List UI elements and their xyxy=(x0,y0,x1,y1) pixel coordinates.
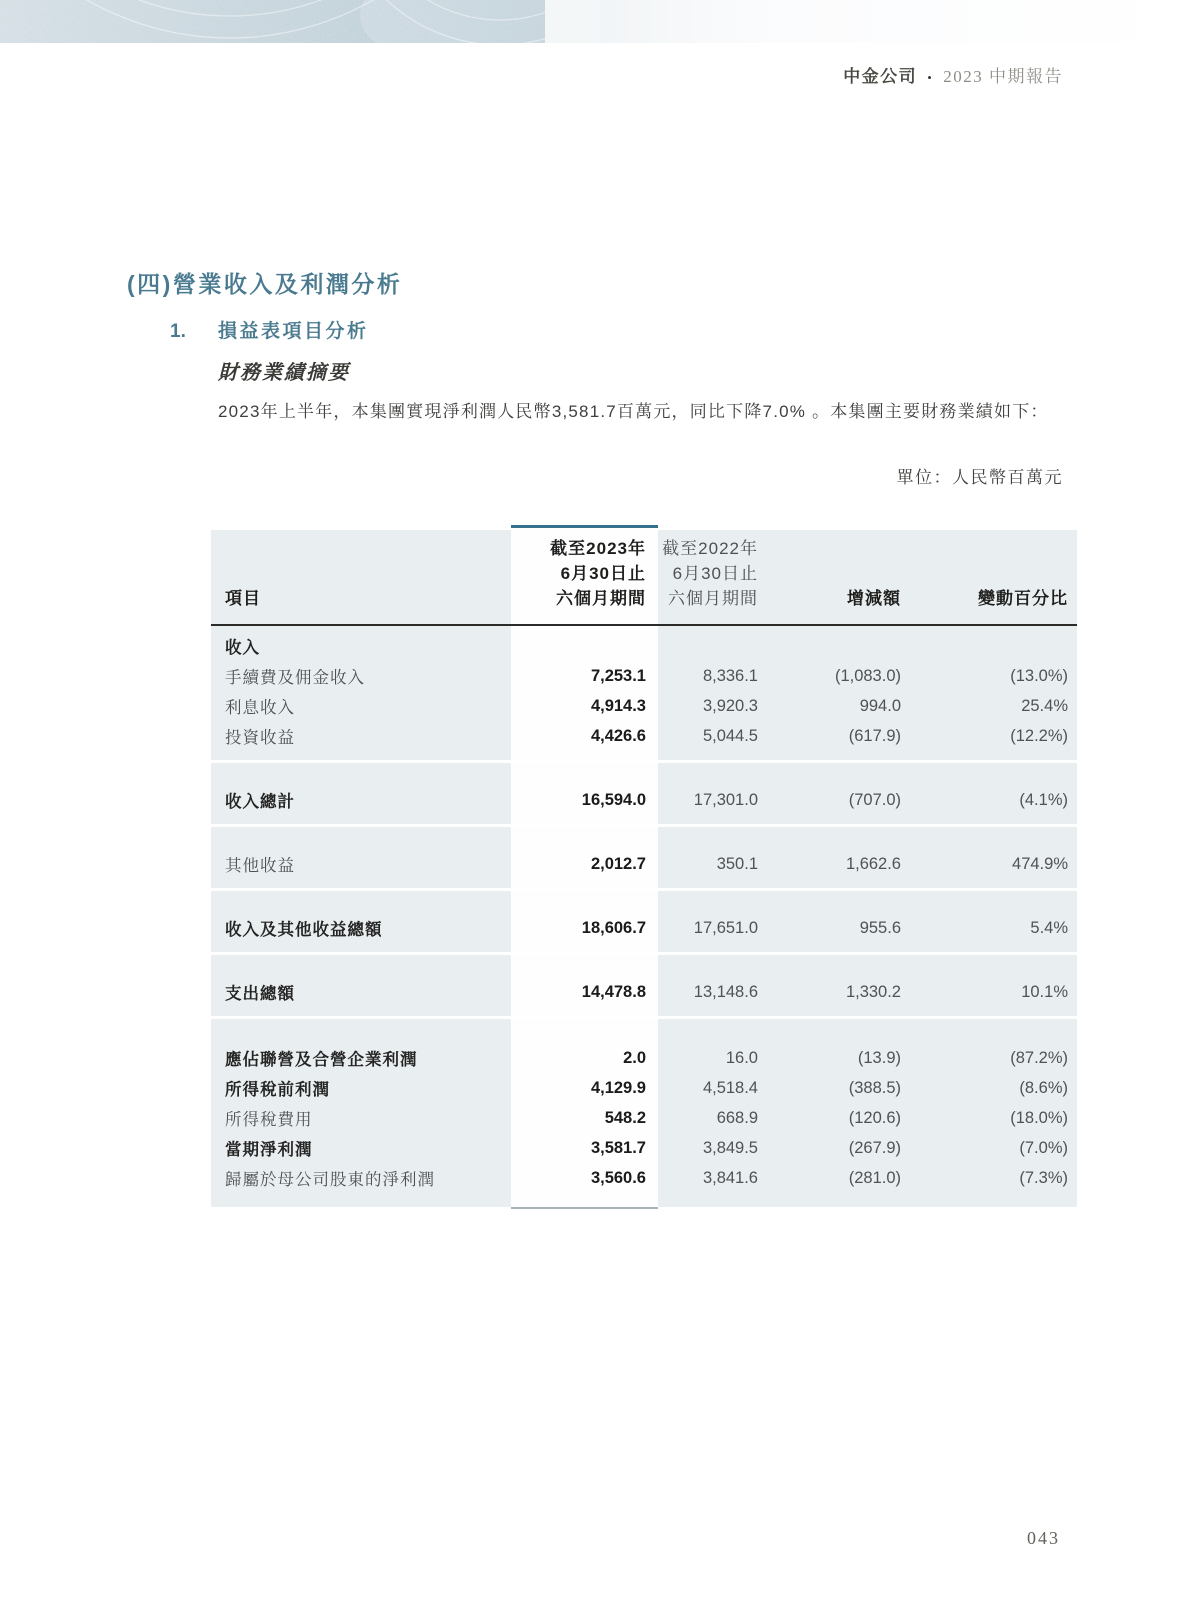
summary-title: 財務業績摘要 xyxy=(218,362,350,384)
subsection-number: 1. xyxy=(170,321,186,342)
separator-dot-icon: • xyxy=(927,70,934,85)
unit-note: 單位：人民幣百萬元 xyxy=(896,468,1063,487)
value-pct: (7.0%) xyxy=(1019,1138,1068,1157)
table-header xyxy=(211,530,1077,626)
value-2023: 4,914.3 xyxy=(590,696,646,715)
value-2022: 3,849.5 xyxy=(702,1138,758,1157)
value-2023: 3,560.6 xyxy=(590,1168,646,1187)
value-2023: 4,129.9 xyxy=(590,1078,646,1097)
value-pct: (18.0%) xyxy=(1010,1108,1068,1127)
value-2022: 3,841.6 xyxy=(702,1168,758,1187)
table-row xyxy=(211,1163,1077,1193)
value-change: (281.0) xyxy=(848,1168,901,1187)
value-change: (120.6) xyxy=(848,1108,901,1127)
row-label: 手續費及佣金收入 xyxy=(225,669,365,687)
row-label: 其他收益 xyxy=(225,857,295,875)
table-section xyxy=(211,824,1077,888)
table-row xyxy=(211,913,1077,943)
value-pct: 25.4% xyxy=(1021,696,1068,715)
value-change: 955.6 xyxy=(859,918,901,937)
table-row xyxy=(211,661,1077,691)
table-body xyxy=(211,626,1077,1207)
value-change: (267.9) xyxy=(848,1138,901,1157)
decorative-band xyxy=(0,0,600,43)
table-header-item: 項目 xyxy=(225,589,261,608)
value-2023: 2.0 xyxy=(623,1048,646,1067)
table-section xyxy=(211,1016,1077,1207)
table-section xyxy=(211,760,1077,824)
value-2022: 17,301.0 xyxy=(693,790,758,809)
table-section xyxy=(211,952,1077,1016)
row-label: 收入及其他收益總額 xyxy=(225,921,383,939)
value-2022: 4,518.4 xyxy=(702,1078,758,1097)
table-header-change: 增減額 xyxy=(847,589,901,608)
value-pct: (12.2%) xyxy=(1010,726,1068,745)
page-number: 043 xyxy=(1027,1528,1060,1548)
table-row xyxy=(211,1133,1077,1163)
value-change: 1,662.6 xyxy=(845,854,901,873)
row-label: 收入 xyxy=(225,639,260,657)
row-label: 利息收入 xyxy=(225,699,295,717)
table-row xyxy=(211,631,1077,661)
table-row xyxy=(211,977,1077,1007)
value-2022: 13,148.6 xyxy=(693,982,758,1001)
value-2023: 14,478.8 xyxy=(581,982,646,1001)
row-label: 歸屬於母公司股東的淨利潤 xyxy=(225,1171,435,1189)
value-pct: (4.1%) xyxy=(1019,790,1068,809)
value-change: (707.0) xyxy=(848,790,901,809)
value-change: 1,330.2 xyxy=(845,982,901,1001)
value-2022: 17,651.0 xyxy=(693,918,758,937)
table-header-pct: 變動百分比 xyxy=(978,589,1068,608)
table-row xyxy=(211,849,1077,879)
row-label: 投資收益 xyxy=(225,729,295,747)
row-label: 收入總計 xyxy=(225,793,295,811)
subsection-title: 損益表項目分析 xyxy=(218,321,369,342)
value-2022: 668.9 xyxy=(716,1108,758,1127)
value-pct: (7.3%) xyxy=(1019,1168,1068,1187)
value-pct: (13.0%) xyxy=(1010,666,1068,685)
value-change: (388.5) xyxy=(848,1078,901,1097)
value-pct: (87.2%) xyxy=(1010,1048,1068,1067)
report-title: 2023 中期報告 xyxy=(943,67,1063,86)
band-right-fade xyxy=(600,0,1190,43)
value-2023: 7,253.1 xyxy=(590,666,646,685)
value-pct: (8.6%) xyxy=(1019,1078,1068,1097)
subsection-heading xyxy=(170,316,369,343)
row-label: 當期淨利潤 xyxy=(225,1141,313,1159)
value-change: (1,083.0) xyxy=(834,666,901,685)
value-2022: 3,920.3 xyxy=(702,696,758,715)
table-row xyxy=(211,1043,1077,1073)
running-header xyxy=(843,62,1063,87)
value-2022: 350.1 xyxy=(716,854,758,873)
company-name: 中金公司 xyxy=(843,67,918,86)
table-row xyxy=(211,691,1077,721)
section-heading: (四)營業收入及利潤分析 xyxy=(127,271,403,297)
row-label: 所得稅費用 xyxy=(225,1111,313,1129)
table-header-2022: 截至2022年 6月30日止 六個月期間 xyxy=(662,539,758,608)
value-change: (13.9) xyxy=(857,1048,901,1067)
value-pct: 474.9% xyxy=(1012,854,1068,873)
value-2022: 8,336.1 xyxy=(702,666,758,685)
value-pct: 5.4% xyxy=(1030,918,1068,937)
value-2023: 3,581.7 xyxy=(590,1138,646,1157)
table-section xyxy=(211,888,1077,952)
value-pct: 10.1% xyxy=(1021,982,1068,1001)
table-row xyxy=(211,1073,1077,1103)
value-2023: 16,594.0 xyxy=(581,790,646,809)
value-2023: 548.2 xyxy=(604,1108,646,1127)
value-2022: 16.0 xyxy=(725,1048,758,1067)
value-change: (617.9) xyxy=(848,726,901,745)
table-row xyxy=(211,1103,1077,1133)
row-label: 所得稅前利潤 xyxy=(225,1081,330,1099)
value-change: 994.0 xyxy=(859,696,901,715)
value-2023: 18,606.7 xyxy=(581,918,646,937)
value-2022: 5,044.5 xyxy=(702,726,758,745)
row-label: 應佔聯營及合營企業利潤 xyxy=(225,1051,418,1069)
table-header-2023: 截至2023年 6月30日止 六個月期間 xyxy=(550,539,646,608)
value-2023: 4,426.6 xyxy=(590,726,646,745)
value-2023: 2,012.7 xyxy=(590,854,646,873)
table-row xyxy=(211,785,1077,815)
summary-paragraph: 2023年上半年，本集團實現淨利潤人民幣3,581.7百萬元，同比下降7.0% 。本集團主要財務業績如下： xyxy=(218,402,1049,421)
table-row xyxy=(211,721,1077,751)
table-section xyxy=(211,626,1077,760)
financial-table xyxy=(211,530,1077,1207)
row-label: 支出總額 xyxy=(225,985,295,1003)
